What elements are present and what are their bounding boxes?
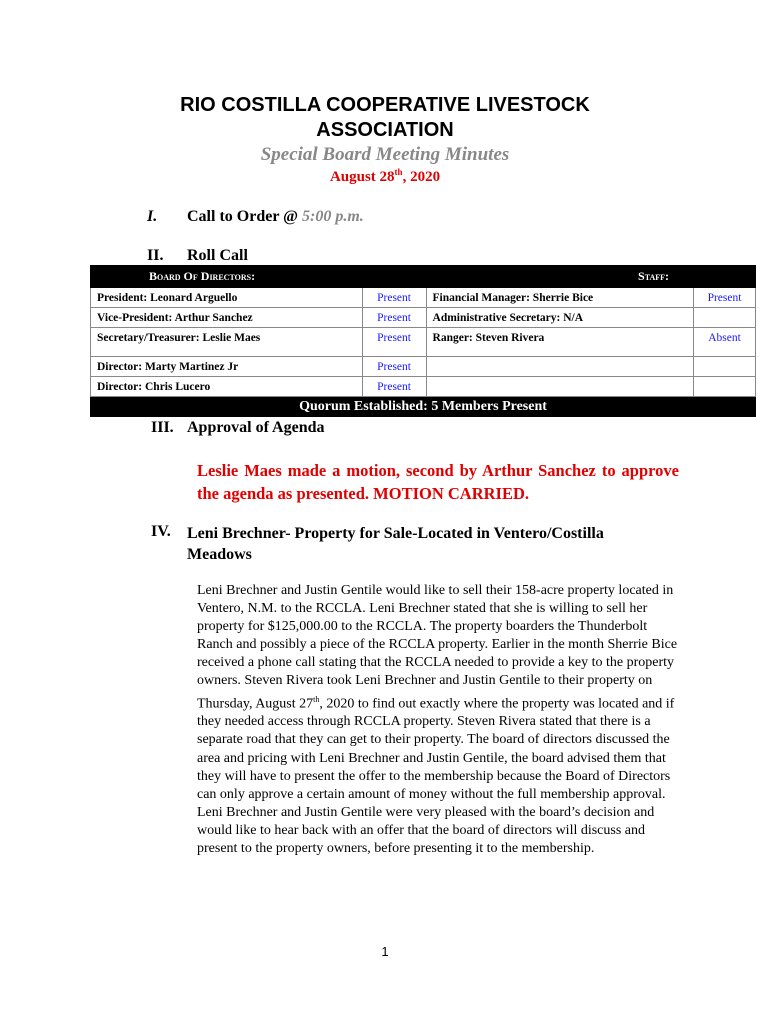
staff-header	[426, 266, 755, 288]
property-discussion-paragraph	[197, 582, 681, 858]
table-row	[91, 328, 756, 357]
section-label: Call to Order @	[187, 208, 303, 225]
board-header	[91, 266, 427, 288]
document-subtitle: Special Board Meeting Minutes	[260, 144, 510, 165]
date-year: , 2020	[402, 169, 441, 185]
director-status: Present	[362, 328, 426, 357]
section-heading: Approval of Agenda	[187, 419, 325, 436]
board-header-text: Board Of Directors:	[149, 269, 256, 283]
paragraph-text-part1: Leni Brechner and Justin Gentile would like to sell their 158-acre property located in Ventero, N.M. to the RCCLA. Leni Brechner stated that she is willing to sell her property for $125,000.00 to the RCCLA. The property boarders the Thunderbolt Ranch and possibly a piece of the RCCLA property. Earlier in the month Sherrie Bice received a phone call stating that the RCCLA needed to provide a key to the property owners. Steven Rivera took Leni Brechner and Justin Gentile to their property on Thursday, August 27	[197, 583, 678, 712]
director-status: Present	[362, 377, 426, 397]
meeting-date	[0, 167, 770, 186]
staff-name: Financial Manager: Sherrie Bice	[426, 288, 694, 308]
staff-name: Ranger: Steven Rivera	[426, 328, 694, 357]
section-number: III.	[151, 419, 174, 436]
director-status: Present	[362, 357, 426, 377]
director-status: Present	[362, 308, 426, 328]
staff-name: Administrative Secretary: N/A	[426, 308, 694, 328]
section-number: I.	[147, 208, 158, 225]
staff-status	[694, 308, 756, 328]
section-heading: Leni Brechner- Property for Sale-Located in Ventero/Costilla Meadows	[187, 525, 604, 563]
roll-call-table	[90, 265, 756, 417]
document-title-line1: RIO COSTILLA COOPERATIVE LIVESTOCK	[180, 94, 590, 116]
director-status: Present	[362, 288, 426, 308]
section-number: IV.	[151, 523, 171, 540]
agenda-motion: Leslie Maes made a motion, second by Arthur Sanchez to approve the agenda as presented. MOTION CARRIED.	[197, 461, 679, 503]
staff-status: Present	[694, 288, 756, 308]
staff-name	[426, 377, 694, 397]
section-heading	[187, 208, 364, 226]
page-number: 1	[381, 944, 389, 959]
director-name: Director: Chris Lucero	[91, 377, 363, 397]
staff-status	[694, 357, 756, 377]
director-name: Secretary/Treasurer: Leslie Maes	[91, 328, 363, 357]
table-row	[91, 357, 756, 377]
table-row	[91, 377, 756, 397]
section-heading: Roll Call	[187, 247, 248, 264]
quorum-row	[91, 397, 756, 417]
table-row	[91, 308, 756, 328]
date-prefix: August 28	[329, 169, 395, 185]
staff-header-text: Staff:	[638, 269, 669, 283]
director-name: President: Leonard Arguello	[91, 288, 363, 308]
staff-status	[694, 377, 756, 397]
document-title-line2: ASSOCIATION	[316, 119, 454, 141]
director-name: Director: Marty Martinez Jr	[91, 357, 363, 377]
director-name: Vice-President: Arthur Sanchez	[91, 308, 363, 328]
roll-table-header	[91, 266, 756, 288]
call-time: 5:00 p.m.	[302, 208, 364, 225]
staff-status: Absent	[694, 328, 756, 357]
quorum-text: Quorum Established: 5 Members Present	[91, 397, 756, 417]
date-suffix-sup: th	[394, 167, 403, 177]
date-suffix-sup: th	[313, 694, 320, 704]
section-number: II.	[147, 247, 164, 264]
paragraph-text-part2: , 2020 to find out exactly where the property was located and if they needed access through RCCLA property. Steven Rivera stated that there is a separate road that they can get to their property. The board of directors discussed the area and pricing with Leni Brechner and Justin Gentile, the board advised them that they will have to present the offer to the membership because the Board of Directors can only approve a certain amount of money without the full membership approval. Leni Brechner and Justin Gentile were very pleased with the board’s decision and would like to hear back with an offer that the board of directors will discuss and present to the property owners, before presenting it to the membership.	[197, 696, 675, 856]
table-row	[91, 288, 756, 308]
staff-name	[426, 357, 694, 377]
